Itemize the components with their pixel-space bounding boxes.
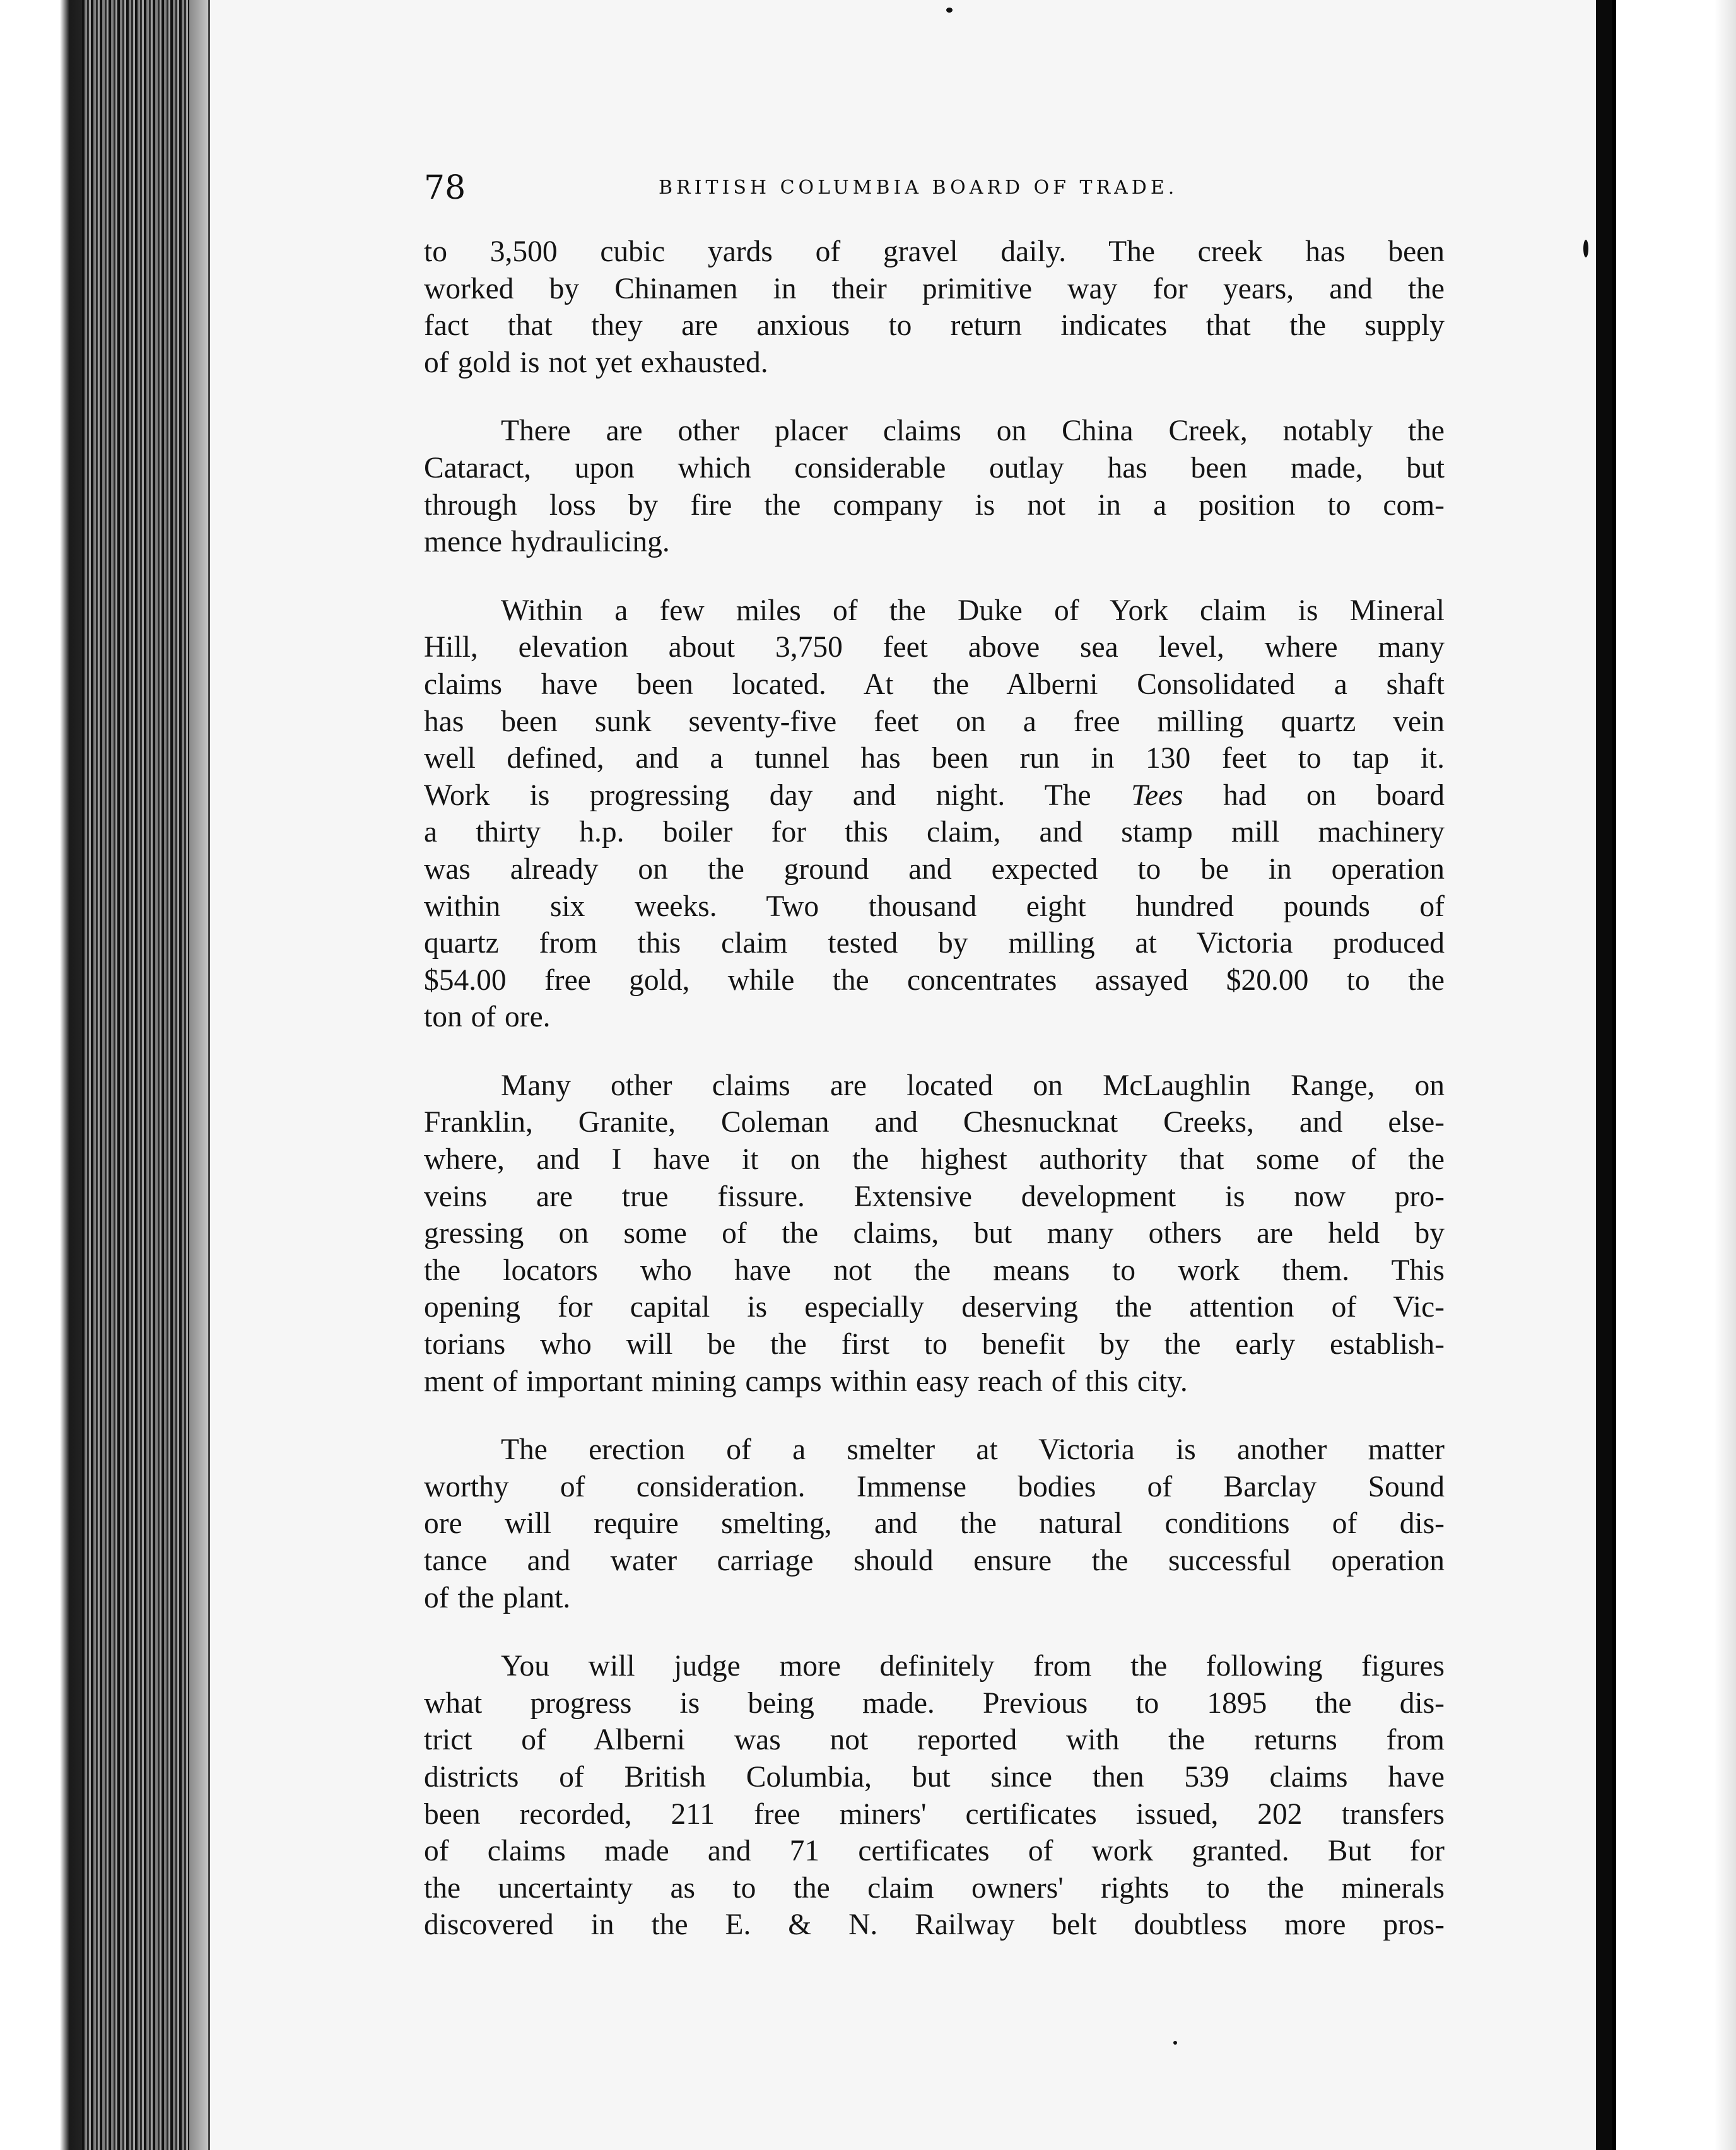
page-number: 78 [424, 169, 466, 207]
body-text [424, 233, 1445, 1975]
text-line: to 3,500 cubic yards of gravel daily. The creek has been [424, 235, 1445, 268]
text-line: gressing on some of the claims, but many others are held by [424, 1217, 1445, 1250]
text-line: the locators who have not the means to work them. This [424, 1254, 1445, 1287]
text-line: veins are true fissure. Extensive development is now pro- [424, 1180, 1445, 1213]
text-line: Franklin, Granite, Coleman and Chesnucknat Creeks, and else- [424, 1106, 1445, 1139]
text-line: Many other claims are located on McLaughlin Range, on [501, 1069, 1445, 1102]
text-line: of gold is not yet exhausted. [424, 346, 768, 379]
scan-speck [946, 8, 953, 13]
text-line: well defined, and a tunnel has been run in 130 feet to tap it. [424, 742, 1445, 775]
text-line: The erection of a smelter at Victoria is another matter [501, 1433, 1445, 1467]
text-line: Cataract, upon which considerable outlay has been made, but [424, 451, 1445, 485]
text-line: ton of ore. [424, 1001, 551, 1034]
running-title: BRITISH COLUMBIA BOARD OF TRADE. [659, 177, 1178, 199]
text-line: where, and I have it on the highest authority that some of the [424, 1143, 1445, 1177]
text-line: claims have been located. At the Alberni Consolidated a shaft [424, 667, 1445, 701]
text-line: discovered in the E. & N. Railway belt doubtless more pros- [424, 1908, 1445, 1942]
scanner-background [0, 0, 95, 2150]
text-line: a thirty h.p. boiler for this claim, and stamp mill machinery [424, 816, 1445, 849]
text-line: quartz from this claim tested by milling at Victoria produced [424, 927, 1445, 960]
text-line: has been sunk seventy-five feet on a free milling quartz vein [424, 705, 1445, 738]
text-line: fact that they are anxious to return indicates that the supply [424, 309, 1445, 343]
text-line: through loss by fire the company is not in a position to com- [424, 488, 1445, 522]
text-line: of claims made and 71 certificates of work granted. But for [424, 1835, 1445, 1868]
text-line: what progress is being made. Previous to 1895 the dis- [424, 1686, 1445, 1720]
text-line: the uncertainty as to the claim owners' rights to the minerals [424, 1871, 1445, 1905]
text-line: tance and water carriage should ensure the successful operation [424, 1544, 1445, 1577]
gutter-shadow [1596, 0, 1612, 2150]
text-line: worthy of consideration. Immense bodies of Barclay Sound [424, 1470, 1445, 1503]
text-line: Within a few miles of the Duke of York claim is Mineral [501, 594, 1445, 627]
text-line: There are other placer claims on China Creek, notably the [501, 414, 1445, 448]
paragraph [424, 1648, 1445, 1944]
running-header [424, 163, 1446, 213]
text-line: ment of important mining camps within easy reach of this city. [424, 1365, 1188, 1398]
text-line: You will judge more definitely from the following figures [501, 1650, 1445, 1683]
text-line: of the plant. [424, 1581, 571, 1614]
text-line: been recorded, 211 free miners' certificates issued, 202 transfers [424, 1797, 1445, 1831]
paragraph [424, 413, 1445, 560]
paragraph [424, 1431, 1445, 1616]
text-line: districts of British Columbia, but since then 539 claims have [424, 1760, 1445, 1794]
paragraph [424, 233, 1445, 381]
text-line: Hill, elevation about 3,750 feet above sea level, where many [424, 631, 1445, 664]
text-line: mence hydraulicing. [424, 526, 670, 559]
scan-speck [1583, 240, 1588, 257]
text-line: ore will require smelting, and the natural conditions of dis- [424, 1507, 1445, 1541]
scan-speck [1173, 2041, 1177, 2045]
paragraph [424, 1067, 1445, 1400]
text-line: within six weeks. Two thousand eight hundred pounds of [424, 890, 1445, 923]
text-line: Work is progressing day and night. The Tees had on board [424, 778, 1445, 812]
facing-page-edge [1612, 0, 1736, 2150]
text-line: torians who will be the first to benefit by the early establish- [424, 1328, 1445, 1361]
text-line: $54.00 free gold, while the concentrates assayed $20.00 to the [424, 963, 1445, 997]
text-line: trict of Alberni was not reported with the returns from [424, 1724, 1445, 1757]
text-line: worked by Chinamen in their primitive way for years, and the [424, 272, 1445, 305]
text-line: was already on the ground and expected to be in operation [424, 852, 1445, 886]
text-line: opening for capital is especially deserving the attention of Vic- [424, 1291, 1445, 1324]
ship-name: Tees [1130, 778, 1183, 812]
paragraph [424, 592, 1445, 1036]
